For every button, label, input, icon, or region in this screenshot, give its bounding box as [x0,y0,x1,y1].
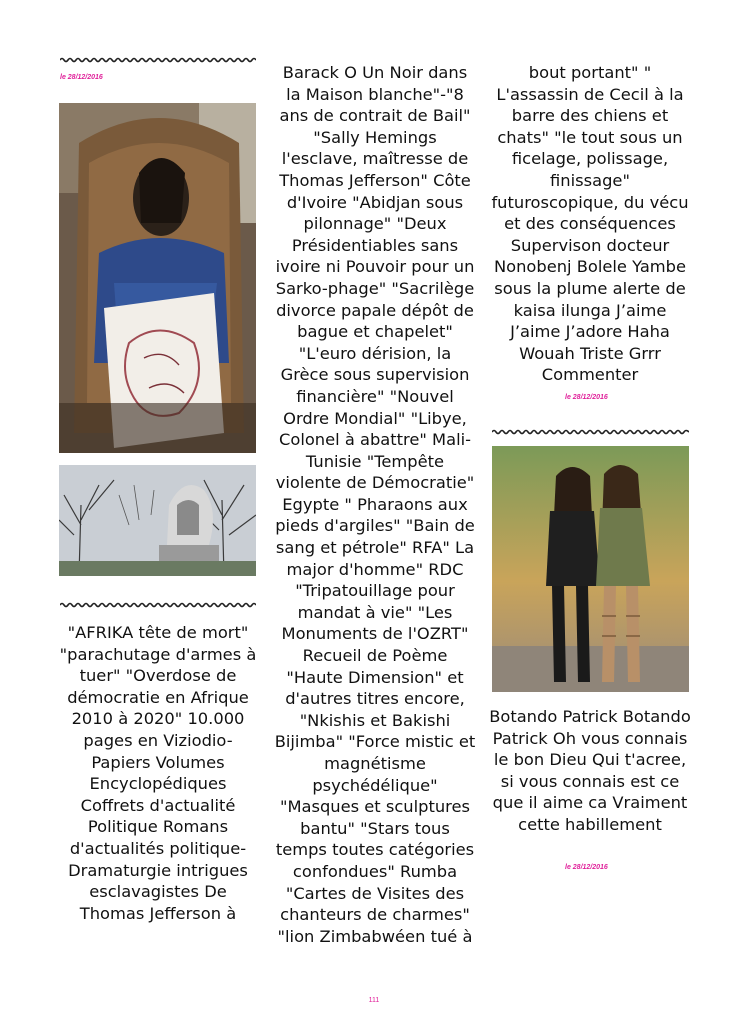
divider-wavy-col3 [492,428,689,436]
page-number: 111 [368,997,380,1004]
two-women-boots-photo [492,446,689,692]
article-text-col1: "AFRIKA tête de mort" "parachutage d'armes à tuer" "Overdose de démocratie en Afrique 2010 à 2020" 10.000 pages en Viziodio-Papiers Volumes Encyclopédiques Coffrets d'actualité Politique Romans d'actualités politique-Dramaturgie intrigues esclavagistes De Thomas Jefferson à [59,623,257,923]
article-text-col3: bout portant" " L'assassin de Cecil à la barre des chiens et chats" "le tout sous un ficelage, polissage, finissage" futuroscopique, du vécu et des conséquences Supervison docteur Nonobenj Bolele Yambe sous la plume alerte de kaisa ilunga J’aime J’aime J’adore Haha Wouah Triste Grrr Commenter [491,63,689,385]
bare-tree-statue-photo [59,465,256,576]
post-date: le 28/12/2016 [565,864,608,871]
divider-wavy-col1-top [60,56,256,64]
divider-wavy-col1-mid [60,601,256,609]
article-text-col2: Barack O Un Noir dans la Maison blanche"-"8 ans de contrait de Bail" "Sally Hemings l'esclave, maîtresse de Thomas Jefferson" Côte d'Ivoire "Abidjan sous pilonnage" "Deux Présidentiables sans ivoire ni Pouvoir pour un Sarko-phage" "Sacrilège divorce papale dépôt de bague et chapelet" "L'euro dérision, la Grèce sous supervision financière" "Nouvel Ordre Mondial" "Libye, Colonel à abattre" Mali-Tunisie "Tempête violente de Démocratie" Egypte " Pharaons aux pieds d'argiles" "Bain de sang et pétrole" RFA" La major d'homme" RDC "Tripatouillage pour mandat à vie" "Les Monuments de l'OZRT" Recueil de Poème "Haute Dimension" et d'autres titres encore, "Nkishis et Bakishi Bijimba" "Force mistic et magnétisme psychédélique" "Masques et sculptures bantu" "Stars tous temps toutes catégories confondues" Rumba "Cartes de Visites des chanteurs de charmes" "lion Zimbabwéen tué à [274,63,476,946]
seated-artist-with-drawing-photo [59,103,256,453]
article-text-col3-2: Botando Patrick Botando Patrick Oh vous connais le bon Dieu Qui t'acree, si vous connais est ce que il aime ca Vraiment cette habillement [489,707,691,834]
post-date: le 28/12/2016 [565,394,608,401]
post-date: le 28/12/2016 [60,74,103,81]
